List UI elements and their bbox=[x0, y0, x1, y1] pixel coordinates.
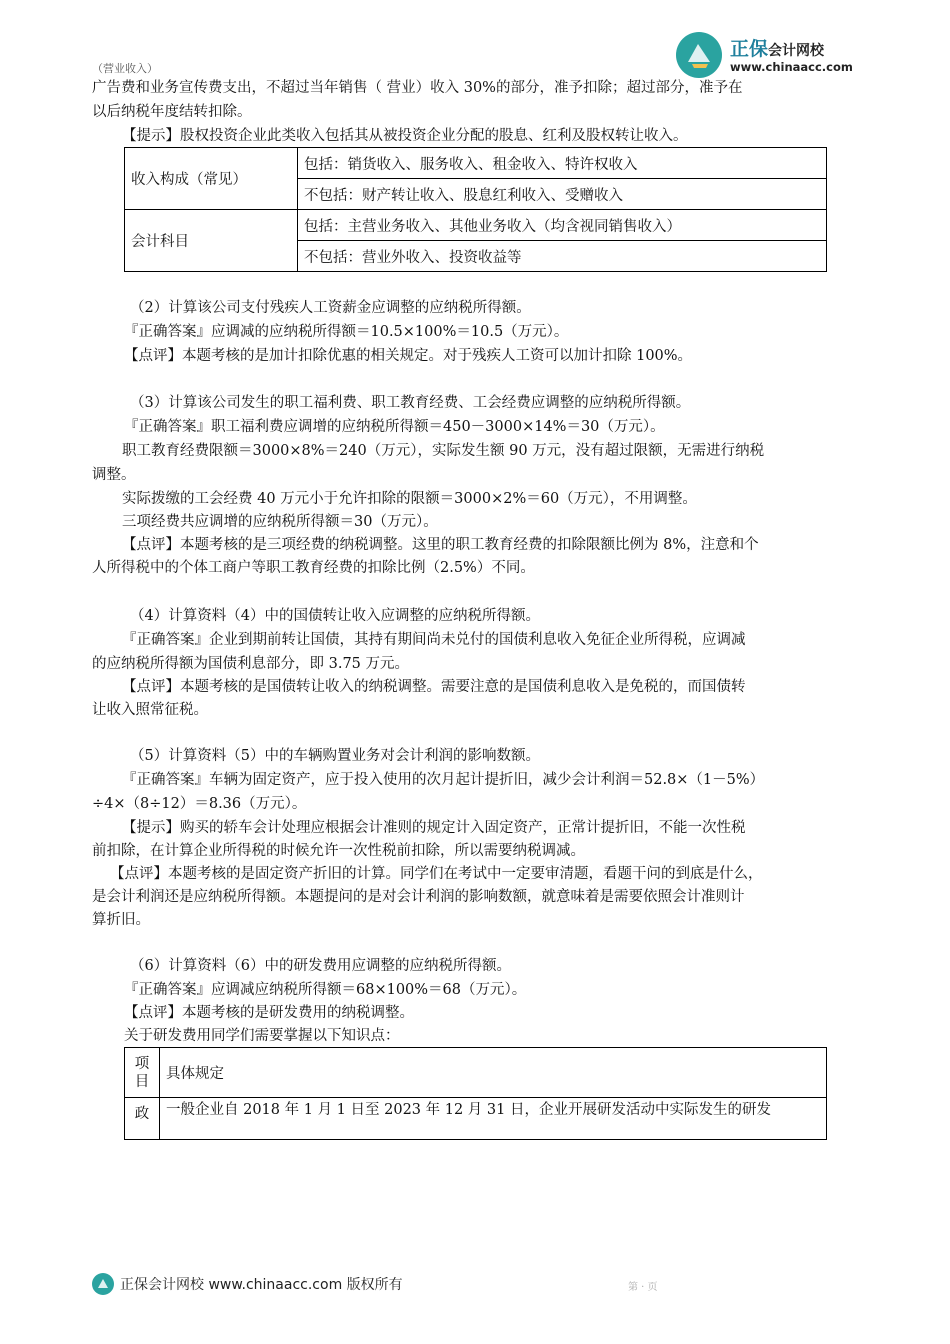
q4-answer-1: 『正确答案』企业到期前转让国债，其持有期间尚未兑付的国债利息收入免征企业所得税，应调减 bbox=[122, 632, 746, 648]
site-logo[interactable] bbox=[676, 30, 866, 80]
q4-comment-1: 【点评】本题考核的是国债转让收入的纳税调整。需要注意的是国债利息收入是免税的，而国债转 bbox=[122, 679, 746, 695]
intro-line-1: 广告费和业务宣传费支出，不超过当年销售（ 营业）收入 30%的部分，准予扣除；超过部分，准予在 bbox=[92, 80, 743, 96]
footer-logo-icon bbox=[92, 1273, 114, 1295]
q5-question: （5）计算资料（5）中的车辆购置业务对会计利润的影响数额。 bbox=[130, 748, 540, 764]
footer bbox=[92, 1270, 512, 1298]
q2-question: （2）计算该公司支付残疾人工资薪金应调整的应纳税所得额。 bbox=[130, 300, 531, 316]
table-header-item: 项目 bbox=[125, 1048, 160, 1098]
q3-total: 三项经费共应调增的应纳税所得额＝30（万元）。 bbox=[122, 514, 438, 530]
q3-question: （3）计算该公司发生的职工福利费、职工教育经费、工会经费应调整的应纳税所得额。 bbox=[130, 395, 691, 411]
logo-emblem-icon bbox=[676, 32, 722, 78]
q4-comment-2: 让收入照常征税。 bbox=[92, 702, 208, 718]
q4-answer-2: 的应纳税所得额为国债利息部分，即 3.75 万元。 bbox=[92, 656, 410, 672]
table-cell: 包括：销货收入、服务收入、租金收入、特许权收入 bbox=[298, 148, 827, 179]
q3-edu-line-2: 调整。 bbox=[92, 467, 136, 483]
q5-answer-1: 『正确答案』车辆为固定资产，应于投入使用的次月起计提折旧，减少会计利润＝52.8×（1－5%） bbox=[122, 772, 765, 788]
q6-comment: 【点评】本题考核的是研发费用的纳税调整。 bbox=[124, 1005, 414, 1021]
table-row bbox=[125, 210, 827, 241]
table-cell: 包括：主营业务收入、其他业务收入（均含视同销售收入） bbox=[298, 210, 827, 241]
q5-comment-2: 是会计利润还是应纳税所得额。本题提问的是对会计利润的影响数额，就意味着是需要依照会计准则计 bbox=[92, 889, 745, 905]
q6-intro: 关于研发费用同学们需要掌握以下知识点： bbox=[124, 1028, 400, 1044]
intro-line-2: 以后纳税年度结转扣除。 bbox=[92, 104, 252, 120]
table-row bbox=[125, 1048, 827, 1098]
table-cell: 一般企业自 2018 年 1 月 1 日至 2023 年 12 月 31 日，企业开展研发活动中实际发生的研发 bbox=[160, 1098, 827, 1140]
q3-edu-line-1: 职工教育经费限额＝3000×8%＝240（万元），实际发生额 90 万元，没有超过限额，无需进行纳税 bbox=[122, 443, 765, 459]
q5-answer-2: ÷4×（8÷12）＝8.36（万元）。 bbox=[92, 796, 307, 812]
q5-comment-1: 【点评】本题考核的是固定资产折旧的计算。同学们在考试中一定要审清题，看题干问的到底是什么， bbox=[110, 866, 763, 882]
q5-tip-2: 前扣除，在计算企业所得税的时候允许一次性税前扣除，所以需要纳税调减。 bbox=[92, 843, 585, 859]
page-number: 第 · 页 bbox=[628, 1282, 658, 1293]
header-cut-text: （营业收入） bbox=[92, 62, 158, 75]
q3-answer: 『正确答案』职工福利费应调增的应纳税所得额＝450－3000×14%＝30（万元）。 bbox=[124, 419, 665, 435]
q6-answer: 『正确答案』应调减应纳税所得额＝68×100%＝68（万元）。 bbox=[124, 982, 527, 998]
table-cell-label: 收入构成（常见） bbox=[125, 148, 298, 210]
table-row bbox=[125, 1098, 827, 1140]
q6-question: （6）计算资料（6）中的研发费用应调整的应纳税所得额。 bbox=[130, 958, 511, 974]
table-cell: 政 bbox=[125, 1098, 160, 1140]
q2-comment: 【点评】本题考核的是加计扣除优惠的相关规定。对于残疾人工资可以加计扣除 100%。 bbox=[124, 348, 693, 364]
table-cell-label: 会计科目 bbox=[125, 210, 298, 272]
intro-tip: 【提示】股权投资企业此类收入包括其从被投资企业分配的股息、红利及股权转让收入。 bbox=[122, 128, 688, 144]
q2-answer: 『正确答案』应调减的应纳税所得额＝10.5×100%＝10.5（万元）。 bbox=[124, 324, 569, 340]
logo-url: www.chinaacc.com bbox=[730, 60, 853, 74]
q3-comment-2: 人所得税中的个体工商户等职工教育经费的扣除比例（2.5%）不同。 bbox=[92, 560, 535, 576]
logo-title: 正保会计网校 bbox=[730, 38, 825, 60]
rd-expense-table bbox=[124, 1047, 827, 1140]
table-cell: 不包括：财产转让收入、股息红利收入、受赠收入 bbox=[298, 179, 827, 210]
table-header-rule: 具体规定 bbox=[160, 1048, 827, 1098]
income-table bbox=[124, 147, 827, 272]
table-cell: 不包括：营业外收入、投资收益等 bbox=[298, 241, 827, 272]
q5-comment-3: 算折旧。 bbox=[92, 912, 150, 928]
table-row bbox=[125, 148, 827, 179]
footer-copyright: 正保会计网校 www.chinaacc.com 版权所有 bbox=[120, 1277, 403, 1293]
q3-comment-1: 【点评】本题考核的是三项经费的纳税调整。这里的职工教育经费的扣除限额比例为 8%，注意和个 bbox=[122, 537, 759, 553]
q3-union: 实际拨缴的工会经费 40 万元小于允许扣除的限额＝3000×2%＝60（万元），不用调整。 bbox=[122, 491, 697, 507]
q4-question: （4）计算资料（4）中的国债转让收入应调整的应纳税所得额。 bbox=[130, 608, 540, 624]
q5-tip-1: 【提示】购买的轿车会计处理应根据会计准则的规定计入固定资产，正常计提折旧，不能一次性税 bbox=[122, 820, 746, 836]
